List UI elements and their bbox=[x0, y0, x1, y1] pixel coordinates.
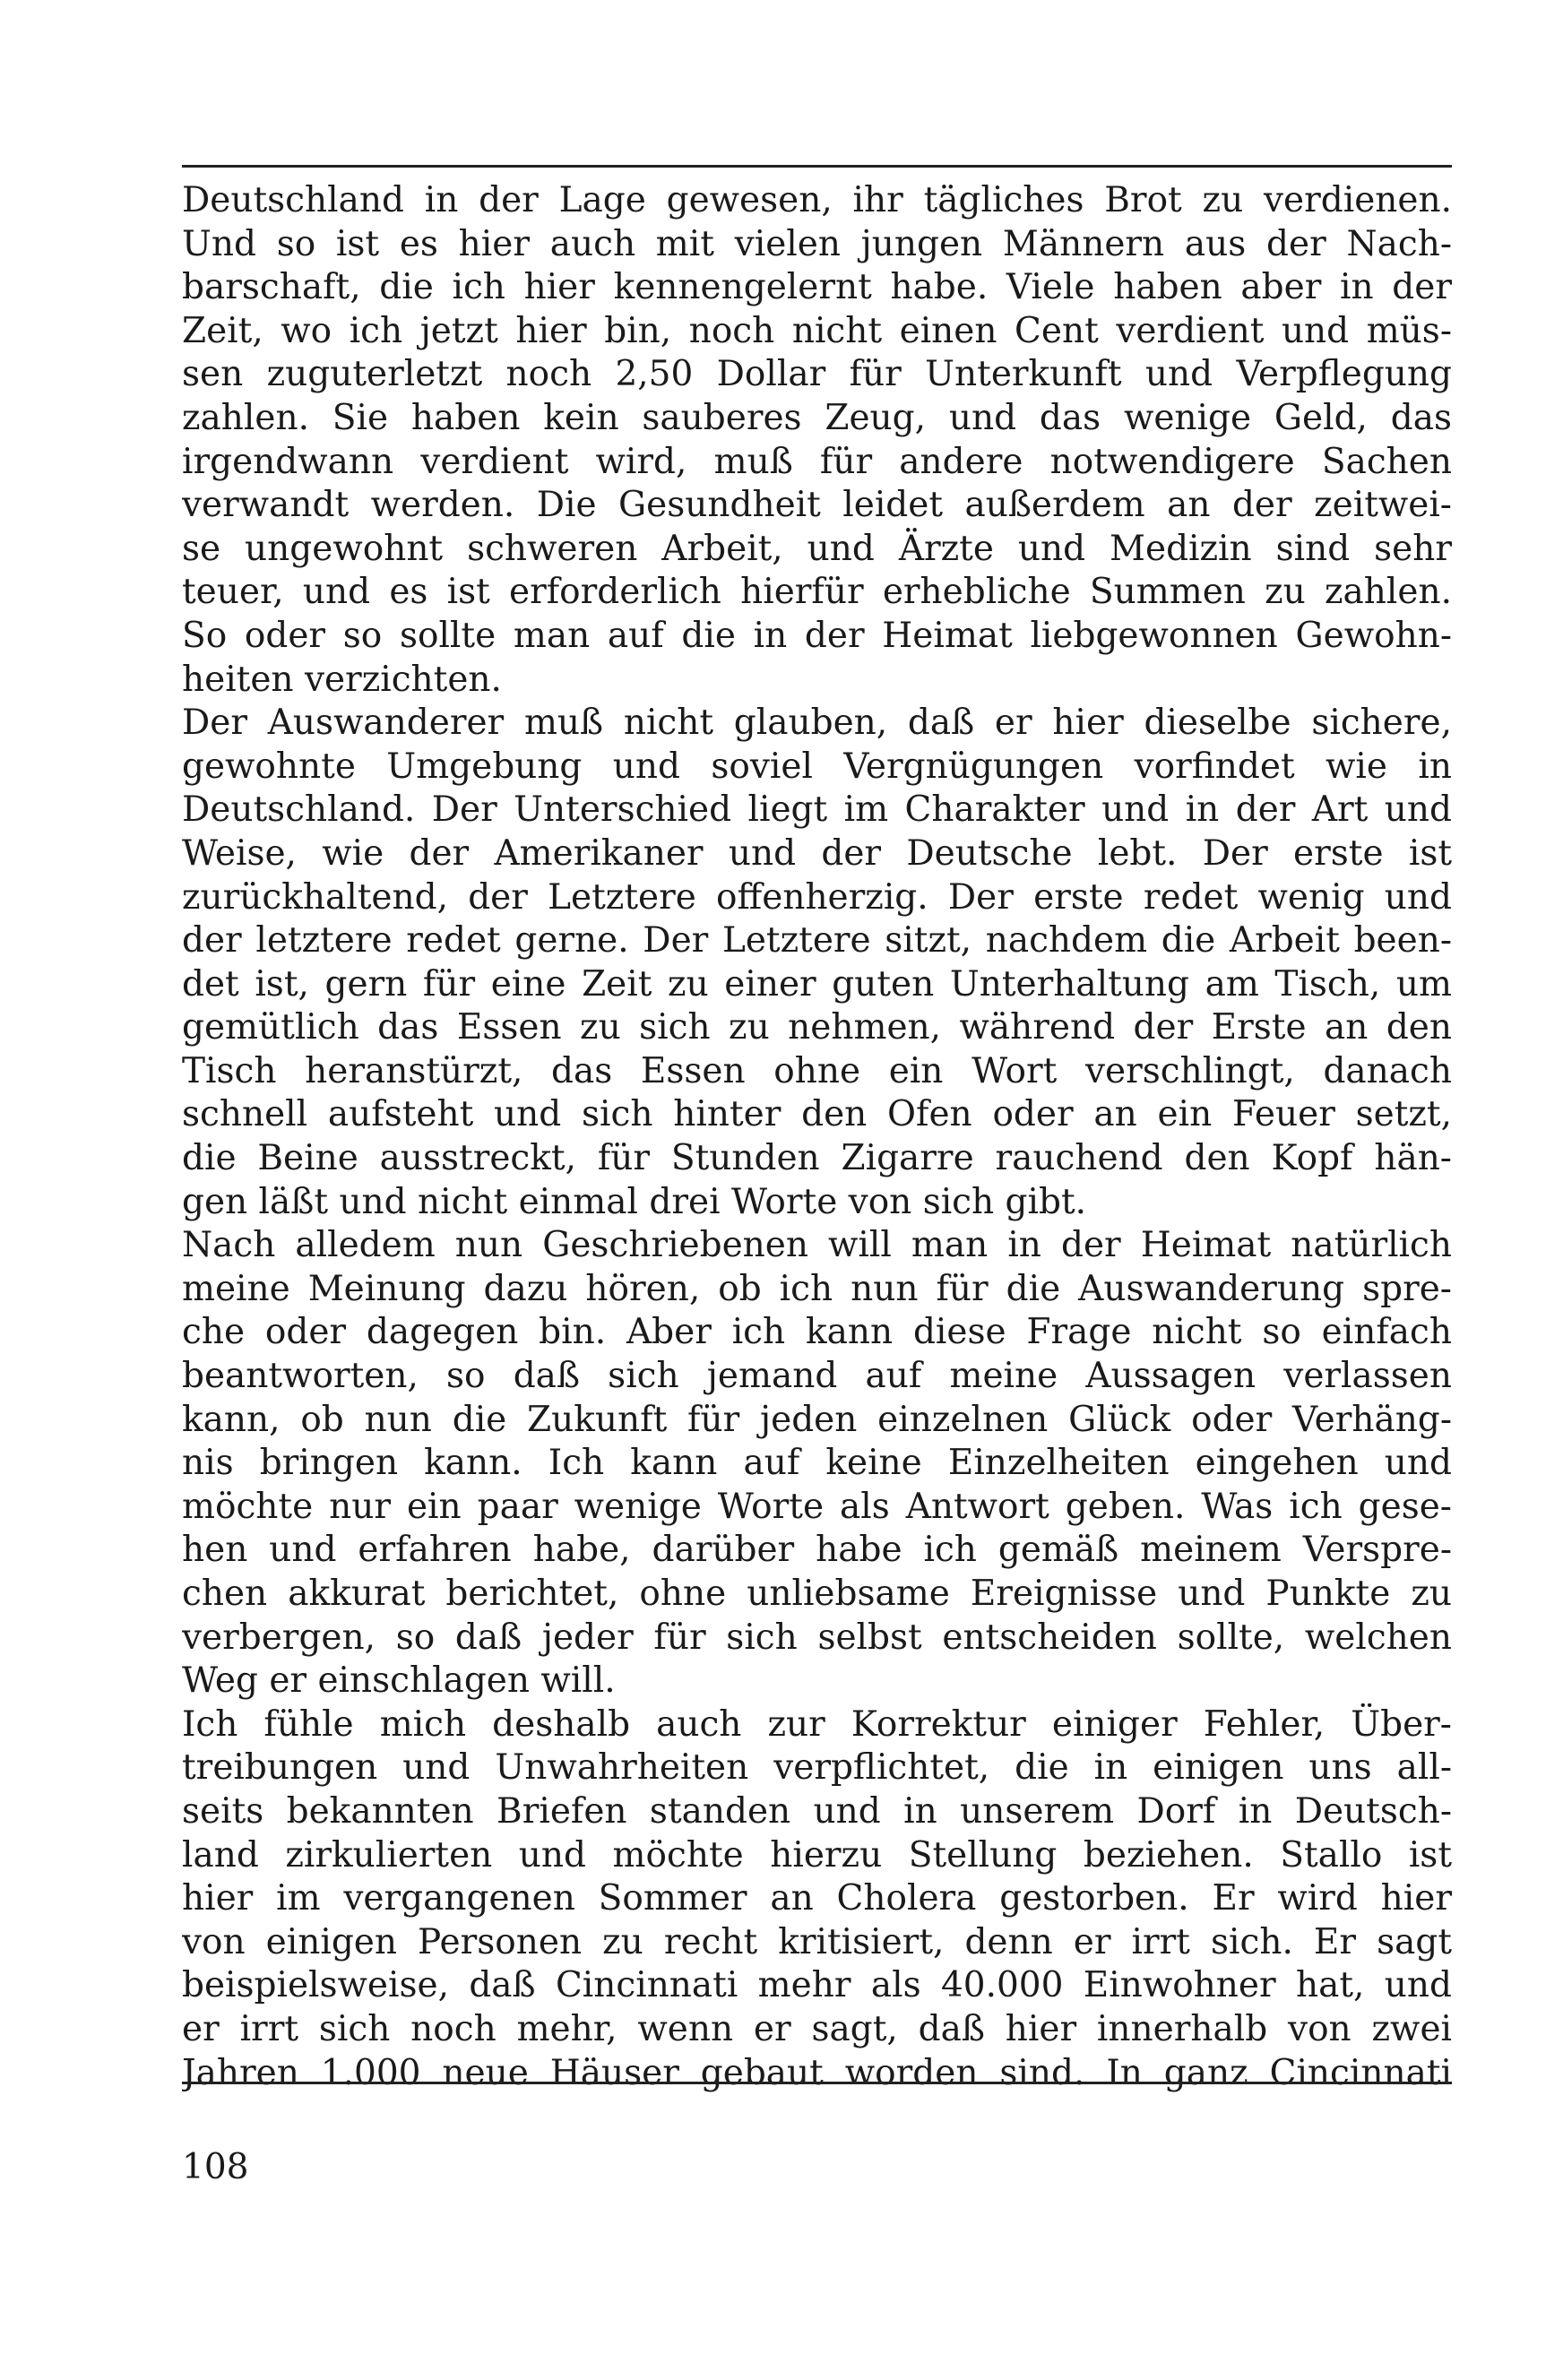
text-line: verbergen, so daß jeder für sich selbst entscheiden sollte, welchen bbox=[182, 1617, 1452, 1658]
text-line: zahlen. Sie haben kein sauberes Zeug, und das wenige Geld, das bbox=[182, 397, 1452, 438]
text-line: se ungewohnt schweren Arbeit, und Ärzte und Medizin sind sehr bbox=[182, 528, 1452, 569]
text-line: meine Meinung dazu hören, ob ich nun für die Auswanderung spre- bbox=[182, 1268, 1452, 1309]
text-line: zurückhaltend, der Letztere offenherzig. Der erste redet wenig und bbox=[182, 876, 1452, 918]
text-line: So oder so sollte man auf die in der Heimat liebgewonnen Gewohn- bbox=[182, 615, 1452, 656]
text-line: che oder dagegen bin. Aber ich kann diese Frage nicht so einfach bbox=[182, 1312, 1452, 1353]
text-line: Weise, wie der Amerikaner und der Deutsche lebt. Der erste ist bbox=[182, 832, 1452, 874]
text-line: land zirkulierten und möchte hierzu Stellung beziehen. Stallo ist bbox=[182, 1834, 1452, 1876]
text-line: gemütlich das Essen zu sich zu nehmen, während der Erste an den bbox=[182, 1007, 1452, 1048]
bottom-rule bbox=[182, 2082, 1452, 2084]
text-line: hen und erfahren habe, darüber habe ich gemäß meinem Verspre- bbox=[182, 1530, 1452, 1571]
text-line: Ich fühle mich deshalb auch zur Korrektur einiger Fehler, Über- bbox=[182, 1703, 1452, 1745]
paragraph-end-line: heiten verzichten. bbox=[182, 659, 502, 700]
text-line: det ist, gern für eine Zeit zu einer guten Unterhaltung am Tisch, um bbox=[182, 963, 1452, 1005]
text-line: von einigen Personen zu recht kritisiert, denn er irrt sich. Er sagt bbox=[182, 1921, 1452, 1962]
page-number: 108 bbox=[182, 2147, 249, 2187]
text-line: hier im vergangenen Sommer an Cholera gestorben. Er wird hier bbox=[182, 1878, 1452, 1919]
text-line: Jahren 1.000 neue Häuser gebaut worden sind. In ganz Cincinnati bbox=[182, 2052, 1452, 2093]
text-line: Und so ist es hier auch mit vielen jungen Männern aus der Nach- bbox=[182, 223, 1452, 264]
text-line: nis bringen kann. Ich kann auf keine Einzelheiten eingehen und bbox=[182, 1443, 1452, 1484]
text-line: teuer, und es ist erforderlich hierfür erhebliche Summen zu zahlen. bbox=[182, 572, 1452, 613]
text-line: Deutschland in der Lage gewesen, ihr tägliches Brot zu verdienen. bbox=[182, 180, 1452, 220]
text-line: sen zuguterletzt noch 2,50 Dollar für Unterkunft und Verpflegung bbox=[182, 354, 1452, 395]
text-line: er irrt sich noch mehr, wenn er sagt, daß hier innerhalb von zwei bbox=[182, 2008, 1452, 2049]
text-line: chen akkurat berichtet, ohne unliebsame Ereignisse und Punkte zu bbox=[182, 1574, 1452, 1614]
text-line: seits bekannten Briefen standen und in unserem Dorf in Deutsch- bbox=[182, 1790, 1452, 1832]
text-line: gewohnte Umgebung und soviel Vergnügungen vorfindet wie in bbox=[182, 746, 1452, 787]
text-line: irgendwann verdient wird, muß für andere notwendigere Sachen bbox=[182, 441, 1452, 482]
text-line: verwandt werden. Die Gesundheit leidet außerdem an der zeitwei- bbox=[182, 485, 1452, 526]
text-line: schnell aufsteht und sich hinter den Ofen oder an ein Feuer setzt, bbox=[182, 1094, 1452, 1135]
text-line: beispielsweise, daß Cincinnati mehr als 40.000 Einwohner hat, und bbox=[182, 1965, 1452, 2006]
text-line: barschaft, die ich hier kennengelernt habe. Viele haben aber in der bbox=[182, 267, 1452, 308]
text-line: Der Auswanderer muß nicht glauben, daß er hier dieselbe sichere, bbox=[182, 703, 1452, 744]
body-text bbox=[182, 179, 1452, 2095]
text-line: Zeit, wo ich jetzt hier bin, noch nicht einen Cent verdient und müs- bbox=[182, 310, 1452, 351]
text-line: treibungen und Unwahrheiten verpflichtet, die in einigen uns all- bbox=[182, 1747, 1452, 1789]
text-line: die Beine ausstreckt, für Stunden Zigarre rauchend den Kopf hän- bbox=[182, 1138, 1452, 1179]
text-line: Deutschland. Der Unterschied liegt im Charakter und in der Art und bbox=[182, 789, 1452, 831]
paragraph-end-line: Weg er einschlagen will. bbox=[182, 1660, 616, 1702]
top-rule bbox=[182, 165, 1452, 168]
paragraph-end-line: gen läßt und nicht einmal drei Worte von sich gibt. bbox=[182, 1181, 1087, 1222]
text-line: Nach alledem nun Geschriebenen will man in der Heimat natürlich bbox=[182, 1225, 1452, 1266]
text-line: möchte nur ein paar wenige Worte als Antwort geben. Was ich gese- bbox=[182, 1486, 1452, 1527]
text-line: kann, ob nun die Zukunft für jeden einzelnen Glück oder Verhäng- bbox=[182, 1399, 1452, 1440]
text-line: Tisch heranstürzt, das Essen ohne ein Wort verschlingt, danach bbox=[182, 1050, 1452, 1091]
text-line: der letztere redet gerne. Der Letztere sitzt, nachdem die Arbeit been- bbox=[182, 920, 1452, 961]
text-line: beantworten, so daß sich jemand auf meine Aussagen verlassen bbox=[182, 1356, 1452, 1397]
